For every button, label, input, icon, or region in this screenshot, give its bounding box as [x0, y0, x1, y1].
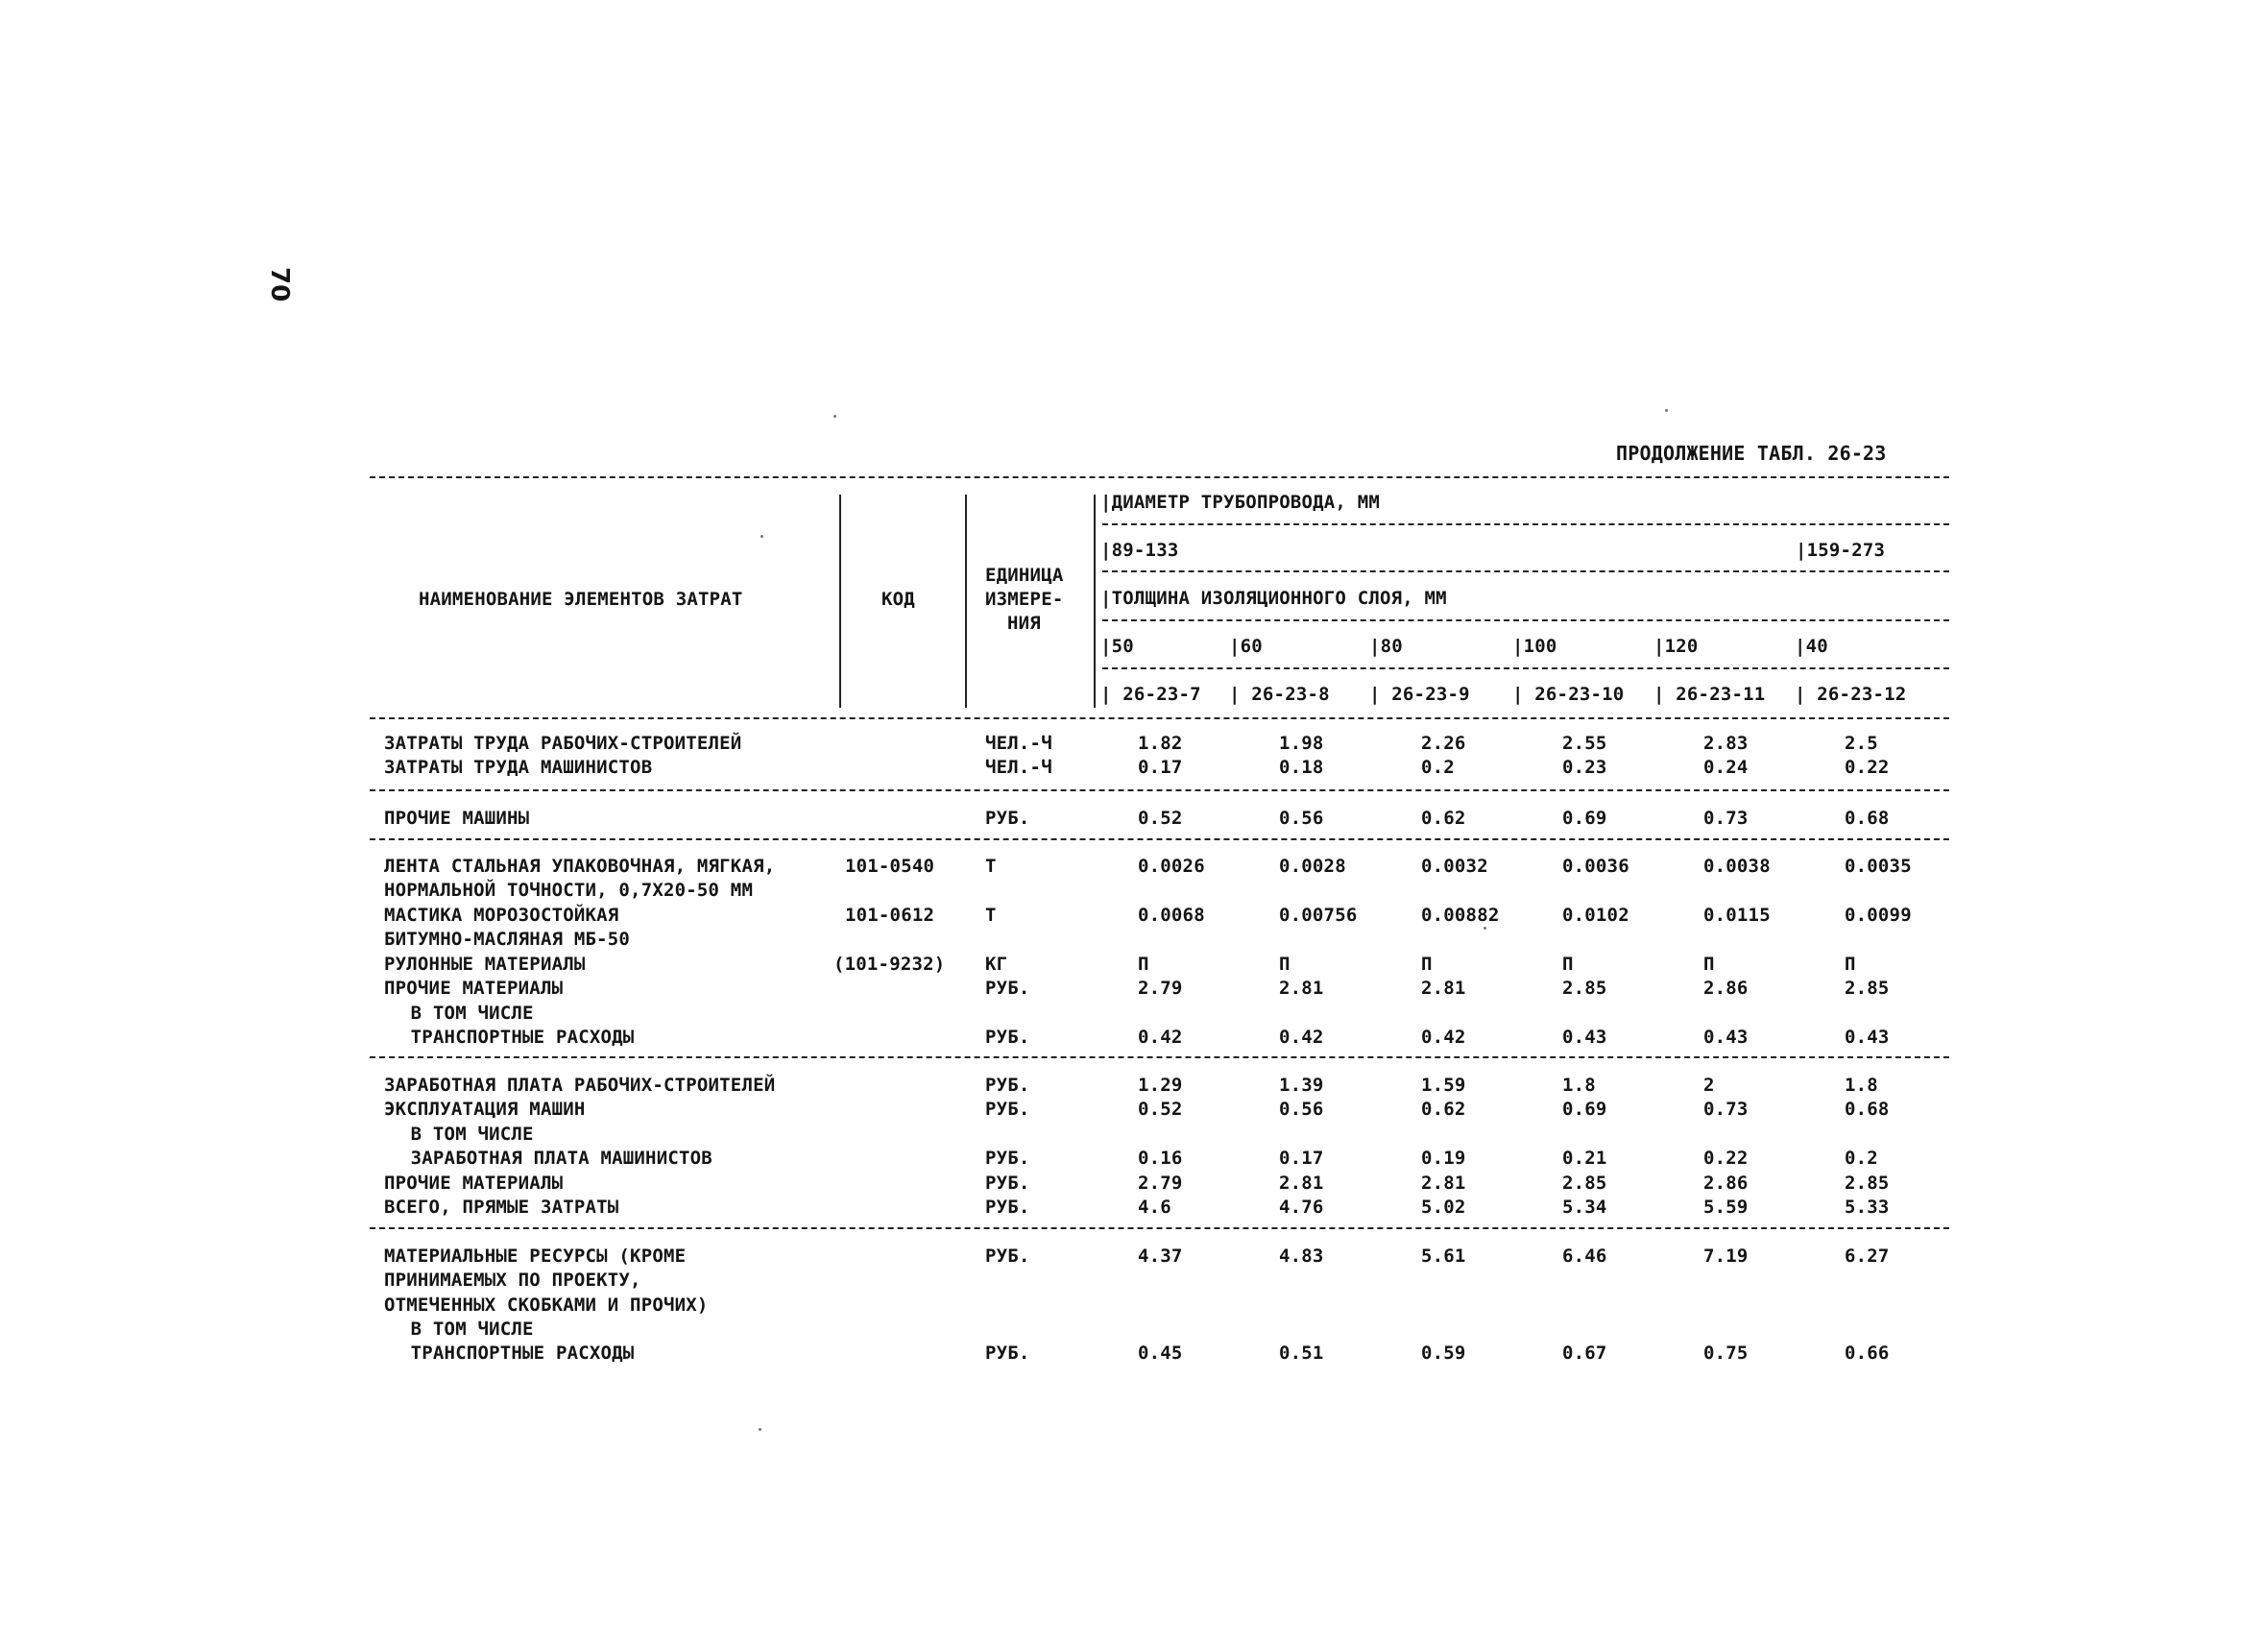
row-unit: ЧЕЛ.-Ч [985, 757, 1052, 778]
row-name: БИТУМНО-МАСЛЯНАЯ МБ-50 [384, 929, 631, 950]
row-unit: РУБ. [985, 1343, 1030, 1364]
code-26-23-10: | 26-23-10 [1512, 684, 1625, 705]
thickness-60: |60 [1229, 636, 1263, 657]
row-unit: РУБ. [985, 1075, 1030, 1096]
row-name: ПРОЧИЕ МАШИНЫ [384, 808, 530, 829]
header-rule [1102, 523, 1949, 525]
row-unit: РУБ. [985, 978, 1030, 999]
row-value: 0.2 [1845, 1148, 1878, 1169]
section-rule [370, 1056, 1949, 1058]
row-value: 0.66 [1845, 1343, 1890, 1364]
row-value: 2.85 [1845, 978, 1890, 999]
section-rule [370, 1227, 1949, 1229]
row-value: 5.61 [1421, 1246, 1466, 1267]
column-divider [839, 495, 841, 708]
row-value: 0.62 [1421, 808, 1466, 829]
header-rule [1102, 570, 1949, 572]
row-name: В ТОМ ЧИСЛЕ [399, 1318, 534, 1340]
thickness-header: |ТОЛЩИНА ИЗОЛЯЦИОННОГО СЛОЯ, ММ [1100, 588, 1447, 609]
row-value: 6.27 [1845, 1246, 1890, 1267]
row-value: 0.0115 [1703, 905, 1771, 926]
row-value: 5.34 [1562, 1197, 1607, 1218]
thickness-50: |50 [1100, 636, 1134, 657]
row-name: ЗАТРАТЫ ТРУДА МАШИНИСТОВ [384, 757, 653, 778]
code-26-23-12: | 26-23-12 [1795, 684, 1907, 705]
row-name: ЗАРАБОТНАЯ ПЛАТА МАШИНИСТОВ [399, 1148, 712, 1169]
row-value: 2.81 [1421, 1173, 1466, 1194]
row-value: 0.51 [1279, 1343, 1324, 1364]
row-value: 0.21 [1562, 1148, 1607, 1169]
row-value: 0.62 [1421, 1099, 1466, 1120]
row-name: ОТМЕЧЕННЫХ СКОБКАМИ И ПРОЧИХ) [384, 1294, 709, 1316]
row-unit: РУБ. [985, 1099, 1030, 1120]
row-value: 0.43 [1845, 1027, 1890, 1048]
row-value: 0.59 [1421, 1343, 1466, 1364]
row-value: 4.6 [1138, 1197, 1171, 1218]
row-code: 101-0612 [845, 905, 935, 926]
row-value: 0.2 [1421, 757, 1455, 778]
row-value: 0.42 [1279, 1027, 1324, 1048]
row-value: 2.5 [1845, 733, 1878, 754]
section-rule [370, 717, 1949, 719]
row-name: В ТОМ ЧИСЛЕ [399, 1003, 534, 1024]
row-name: В ТОМ ЧИСЛЕ [399, 1124, 534, 1145]
code-26-23-7: | 26-23-7 [1100, 684, 1201, 705]
table-top-rule [370, 476, 1949, 478]
code-26-23-8: | 26-23-8 [1229, 684, 1330, 705]
row-value: 0.73 [1703, 1099, 1749, 1120]
row-name: ПРОЧИЕ МАТЕРИАЛЫ [384, 1173, 564, 1194]
row-value: 0.68 [1845, 808, 1890, 829]
row-name: РУЛОННЫЕ МАТЕРИАЛЫ [384, 954, 586, 975]
thickness-100: |100 [1512, 636, 1557, 657]
row-name: МАСТИКА МОРОЗОСТОЙКАЯ [384, 905, 619, 926]
row-value: 1.39 [1279, 1075, 1324, 1096]
row-name: ЭКСПЛУАТАЦИЯ МАШИН [384, 1099, 586, 1120]
row-value: 0.73 [1703, 808, 1749, 829]
row-value: 0.56 [1279, 808, 1324, 829]
row-unit: КГ [985, 954, 1008, 975]
row-value: 0.19 [1421, 1148, 1466, 1169]
column-divider [965, 495, 967, 708]
name-column-header: НАИМЕНОВАНИЕ ЭЛЕМЕНТОВ ЗАТРАТ [419, 589, 743, 610]
row-unit: Т [985, 856, 997, 877]
row-unit: РУБ. [985, 1246, 1030, 1267]
row-name: ТРАНСПОРТНЫЕ РАСХОДЫ [399, 1343, 635, 1364]
row-value: 0.69 [1562, 808, 1607, 829]
row-unit: РУБ. [985, 1173, 1030, 1194]
row-value: 0.56 [1279, 1099, 1324, 1120]
row-value: П [1279, 954, 1291, 975]
row-code: (101-9232) [833, 954, 946, 975]
row-value: 2.86 [1703, 1173, 1749, 1194]
unit-column-header-line2: ИЗМЕРЕ- [985, 589, 1064, 610]
diameter-range-1: |89-133 [1100, 540, 1179, 561]
row-value: 1.8 [1562, 1075, 1596, 1096]
row-value: 0.23 [1562, 757, 1607, 778]
row-value: 2.81 [1279, 1173, 1324, 1194]
scan-speck [760, 535, 763, 538]
row-value: 0.22 [1845, 757, 1890, 778]
row-name: ЛЕНТА СТАЛЬНАЯ УПАКОВОЧНАЯ, МЯГКАЯ, [384, 856, 776, 877]
row-value: 0.0036 [1562, 856, 1629, 877]
row-name: НОРМАЛЬНОЙ ТОЧНОСТИ, 0,7Х20-50 ММ [384, 880, 754, 901]
row-value: 5.59 [1703, 1197, 1749, 1218]
row-value: 2.79 [1138, 1173, 1183, 1194]
row-value: 0.17 [1279, 1148, 1324, 1169]
row-code: 101-0540 [845, 856, 935, 877]
row-value: 0.16 [1138, 1148, 1183, 1169]
row-value: 2.81 [1421, 978, 1466, 999]
row-value: 0.42 [1138, 1027, 1183, 1048]
row-value: 1.82 [1138, 733, 1183, 754]
thickness-40: |40 [1795, 636, 1828, 657]
scan-speck [1484, 927, 1486, 930]
row-value: 0.17 [1138, 757, 1183, 778]
row-value: 1.8 [1845, 1075, 1878, 1096]
row-value: 0.0068 [1138, 905, 1205, 926]
row-name: ЗАТРАТЫ ТРУДА РАБОЧИХ-СТРОИТЕЛЕЙ [384, 733, 742, 754]
unit-column-header-line1: ЕДИНИЦА [985, 565, 1064, 586]
row-value: 0.52 [1138, 808, 1183, 829]
scan-speck [759, 1428, 761, 1431]
row-value: 2.85 [1845, 1173, 1890, 1194]
row-value: 0.52 [1138, 1099, 1183, 1120]
row-value: 0.42 [1421, 1027, 1466, 1048]
row-value: 0.0026 [1138, 856, 1205, 877]
row-value: 0.24 [1703, 757, 1749, 778]
row-value: 0.45 [1138, 1343, 1183, 1364]
row-value: 0.69 [1562, 1099, 1607, 1120]
row-value: 0.0102 [1562, 905, 1629, 926]
section-rule [370, 789, 1949, 791]
column-divider [1094, 495, 1096, 708]
row-value: 0.0028 [1279, 856, 1346, 877]
scan-speck [833, 415, 836, 418]
row-value: 4.76 [1279, 1197, 1324, 1218]
header-rule [1102, 667, 1949, 669]
row-value: 1.29 [1138, 1075, 1183, 1096]
row-value: П [1703, 954, 1715, 975]
row-value: 0.0038 [1703, 856, 1771, 877]
header-rule [1102, 619, 1949, 621]
diameter-header: |ДИАМЕТР ТРУБОПРОВОДА, ММ [1100, 492, 1380, 513]
row-unit: РУБ. [985, 1148, 1030, 1169]
row-name: ПРОЧИЕ МАТЕРИАЛЫ [384, 978, 564, 999]
row-value: 1.59 [1421, 1075, 1466, 1096]
section-rule [370, 838, 1949, 840]
code-column-header: КОД [881, 589, 915, 610]
row-value: 0.00882 [1421, 905, 1500, 926]
row-value: 6.46 [1562, 1246, 1607, 1267]
row-value: 2.85 [1562, 1173, 1607, 1194]
page-number: 70 [265, 267, 294, 302]
row-name: ПРИНИМАЕМЫХ ПО ПРОЕКТУ, [384, 1270, 641, 1291]
row-value: 2.26 [1421, 733, 1466, 754]
table-caption: ПРОДОЛЖЕНИЕ ТАБЛ. 26-23 [1616, 442, 1887, 465]
row-value: 0.0032 [1421, 856, 1488, 877]
row-unit: Т [985, 905, 997, 926]
row-unit: РУБ. [985, 1027, 1030, 1048]
row-value: 5.02 [1421, 1197, 1466, 1218]
row-value: 2.55 [1562, 733, 1607, 754]
unit-column-header-line3: НИЯ [1007, 613, 1041, 634]
row-value: 0.00756 [1279, 905, 1358, 926]
row-value: 2.86 [1703, 978, 1749, 999]
row-value: 2.85 [1562, 978, 1607, 999]
row-value: 0.43 [1703, 1027, 1749, 1048]
row-value: 4.37 [1138, 1246, 1183, 1267]
row-value: П [1562, 954, 1574, 975]
row-value: 0.22 [1703, 1148, 1749, 1169]
code-26-23-11: | 26-23-11 [1653, 684, 1766, 705]
row-value: 5.33 [1845, 1197, 1890, 1218]
row-value: 2.83 [1703, 733, 1749, 754]
row-name: ЗАРАБОТНАЯ ПЛАТА РАБОЧИХ-СТРОИТЕЛЕЙ [384, 1075, 776, 1096]
row-value: 0.67 [1562, 1343, 1607, 1364]
row-unit: РУБ. [985, 808, 1030, 829]
row-value: П [1421, 954, 1433, 975]
row-value: 0.18 [1279, 757, 1324, 778]
row-value: 2 [1703, 1075, 1715, 1096]
row-value: 0.0099 [1845, 905, 1912, 926]
row-value: П [1845, 954, 1856, 975]
row-value: 1.98 [1279, 733, 1324, 754]
row-value: П [1138, 954, 1149, 975]
row-unit: ЧЕЛ.-Ч [985, 733, 1052, 754]
row-value: 2.79 [1138, 978, 1183, 999]
row-value: 2.81 [1279, 978, 1324, 999]
row-value: 7.19 [1703, 1246, 1749, 1267]
row-value: 0.43 [1562, 1027, 1607, 1048]
row-value: 0.68 [1845, 1099, 1890, 1120]
scan-speck [1665, 409, 1668, 412]
thickness-120: |120 [1653, 636, 1699, 657]
row-value: 4.83 [1279, 1246, 1324, 1267]
diameter-range-2: |159-273 [1796, 540, 1886, 561]
row-unit: РУБ. [985, 1197, 1030, 1218]
row-name: ТРАНСПОРТНЫЕ РАСХОДЫ [399, 1027, 635, 1048]
thickness-80: |80 [1369, 636, 1403, 657]
row-value: 0.75 [1703, 1343, 1749, 1364]
row-name: ВСЕГО, ПРЯМЫЕ ЗАТРАТЫ [384, 1197, 619, 1218]
row-value: 0.0035 [1845, 856, 1912, 877]
code-26-23-9: | 26-23-9 [1369, 684, 1470, 705]
row-name: МАТЕРИАЛЬНЫЕ РЕСУРСЫ (КРОМЕ [384, 1246, 687, 1267]
